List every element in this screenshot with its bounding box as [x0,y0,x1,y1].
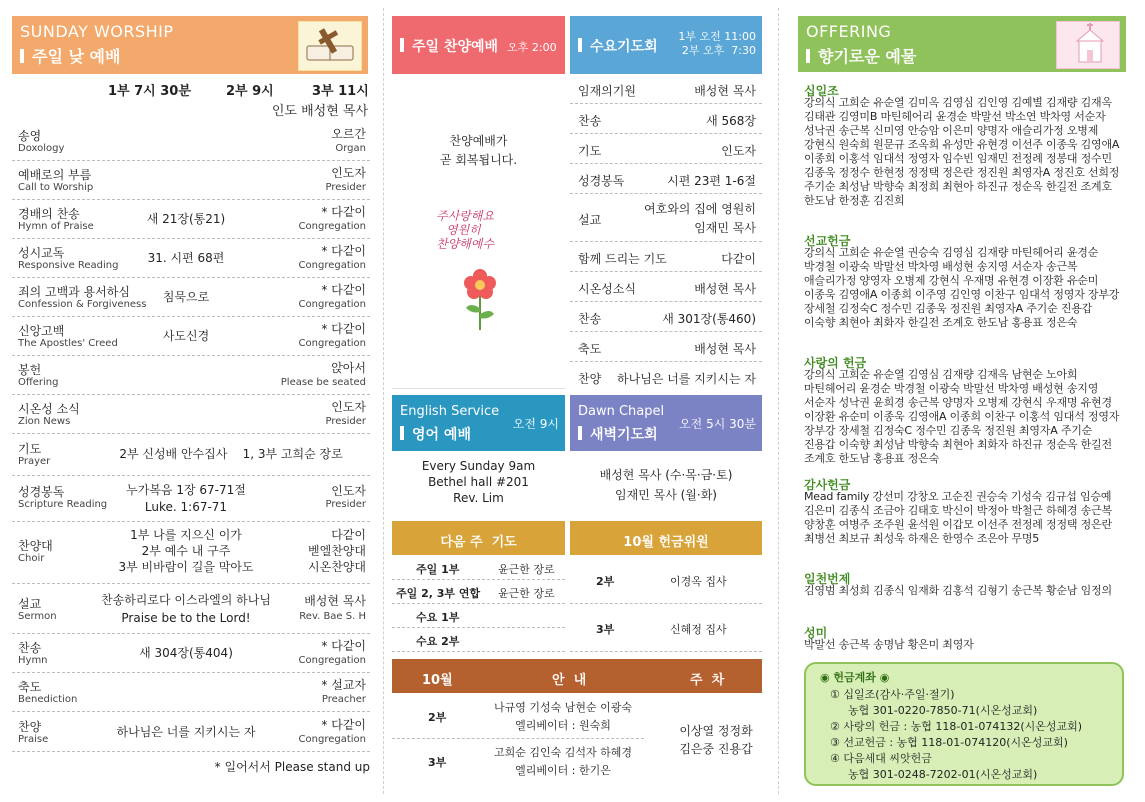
english-service-body [392,458,565,506]
calligraphy-line: 찬양해예수 [436,237,494,251]
calligraphy-text [436,209,526,251]
order-title-en: Prayer [18,456,51,467]
order-role-en: Presider [325,499,366,510]
order-content: 1부 나를 지으신 이가 [130,528,242,542]
wednesday-header [570,16,762,74]
item-value: 임재민 목사 [694,221,756,235]
order-title-en: Doxology [18,143,65,154]
order-title: 시온성 소식 [18,402,80,416]
order-title-en: Praise [18,734,49,745]
guide-month: 10월 [422,673,453,688]
dawn-chapel-body [570,465,762,505]
order-title: 축도 [18,680,42,694]
offering-names: 강의식 고희순 유순열 권승숙 김영심 김재량 마틴헤어리 윤경순 박경철 이광숙 박말선 박차영 배성현 송지영 서순자 송근복 애슬리가정 양영자 오병제 강현식 우재명 유현경 이장환 유순미 이종욱 김영애A 이종희 이주영 김인영 이찬구 임대석 정영자 장부강 장세철 김정숙C 정수민 김종욱 정진원 최영자A 주기순 진용갑 이숙향 최현아 최화자 한길전 조계호 한도남 홍용표 정은숙 [804,246,1120,329]
english-line: Rev. Lim [453,491,504,505]
order-title: 찬송 [18,641,42,655]
dawn-title-ko-wrap [578,424,658,444]
order-role-en: Congregation [298,734,366,745]
offering-names: 강의식 고희순 유순열 김영심 김재량 김재옥 남현순 노아희 마틴헤어리 윤경순 박경철 이광숙 박말선 박차영 배성현 송지영 서순자 성낙권 윤희경 송근복 양명자 오병제 강현식 우재명 유현경 이장환 유순미 이종욱 김영애A 이종희 이찬구 이홍석 임대석 정영자 장부강 장세철 김정숙C 정수민 김종욱 정진원 최영자A 주기순 진용갑 이숙향 최성남 박향숙 최현아 최화자 하진규 정순옥 한길전 조계호 한도남 홍용표 정은숙 [804,368,1120,465]
order-role-en: Congregation [298,655,366,666]
row-label: 수요 1부 [416,611,460,624]
wednesday-list [570,74,762,388]
order-content: 누가복음 1장 67-71절 [126,483,246,497]
guide-header [392,659,762,693]
order-role: * 다같이 [321,205,366,219]
divider [778,8,779,794]
offering-names: 김영범 최성희 김종식 임재화 김홍석 김형기 송근복 황순남 임정의 [804,584,1112,597]
row-label: 2부 [428,711,447,724]
row-value: 신혜정 집사 [670,623,727,636]
offering-names: Mead family 강선미 강창오 고순진 권승숙 기성숙 김규섭 임승예 김은미 김종식 조금아 김태호 박신이 박정아 박철근 하혜경 송근복 양창훈 여병주 조주원 윤석원 이갑모 이선주 전정례 정정택 정은란 최병선 최보규 최성욱 하재은 한영수 조은아 무명5 [804,490,1112,545]
next-prayer-row [392,580,565,604]
wednesday-item [570,302,762,332]
order-role: 다같이 [331,528,366,542]
item-label: 찬송 [578,312,602,326]
dawn-title-ko: 새벽기도회 [590,427,658,443]
item-label: 함께 드리는 기도 [578,252,667,266]
offering-header-ko: 향기로운 예물 [818,47,917,66]
offering-section-title: 성미 [804,626,828,640]
next-prayer-row [392,628,565,652]
order-content: 31. 시편 68편 [147,251,225,265]
bible-cross-image [298,21,362,71]
order-title: 찬양 [18,720,42,734]
header-ko-text: 주일 낮 예배 [32,47,121,66]
offering-names: 박말선 송근복 송명남 황은미 최영자 [804,638,974,651]
order-role: 벧엘찬양대 [308,544,366,558]
order-content: 새 21장(통21) [146,212,226,226]
order-content: Praise be to the Lord! [121,611,251,625]
english-title-ko: 영어 예배 [412,427,471,443]
order-row [12,123,370,161]
order-row [12,318,370,356]
offering-section-title: 선교헌금 [804,234,851,248]
praise-worship-time: 오후 2:00 [507,41,557,54]
order-title: 기도 [18,442,42,456]
bar-icon [578,426,582,440]
order-title-en: Sermon [18,611,57,622]
parking-names [668,722,764,758]
order-row [12,523,370,584]
order-content: Luke. 1:67-71 [144,500,228,514]
offering-section-title: 감사헌금 [804,478,851,492]
item-value: 배성현 목사 [694,342,756,356]
order-title-en: Zion News [18,416,71,427]
order-role-en: Please be seated [280,377,366,388]
account-line: ④ 다음세대 씨앗헌금 [830,752,932,765]
order-role: 배성현 목사 [304,594,366,608]
next-prayer-title: 다음 주 기도 [440,535,517,550]
praise-worship-title: 주일 찬양예배 [412,39,499,55]
english-title-ko-wrap [400,424,471,444]
row-label: 주일 1부 [416,563,460,576]
wednesday-item [570,242,762,272]
english-title-en: English Service [400,404,500,419]
order-title: 찬양대 [18,539,53,553]
parking-line: 이상열 정정화 [679,724,753,738]
wednesday-item [570,164,762,194]
praise-worship-title-wrap [400,36,557,56]
wednesday-item [570,332,762,362]
order-row [12,279,370,317]
account-box [804,662,1124,786]
service-times [8,80,374,98]
order-content: 침묵으로 [162,290,210,304]
dawn-line: 배성현 목사 (수·목·금·토) [599,468,733,482]
english-time: 오전 9시 [512,417,559,431]
item-value: 시편 23편 1-6절 [667,174,756,188]
order-row [12,585,370,634]
order-row [12,240,370,278]
sunday-worship-header [12,16,368,74]
offering-section-title: 사랑의 헌금 [804,356,867,370]
next-prayer-row [392,604,565,628]
item-value: 하나님은 너를 지키시는 자 [617,372,756,386]
bar-icon [578,38,582,52]
order-role-en: Congregation [298,260,366,271]
order-title-en: Call to Worship [18,182,94,193]
offering-committee-row [570,556,762,604]
wednesday-times [678,30,756,58]
account-line: ① 십일조(감사·주일·절기) [830,688,955,701]
item-label: 임재의기원 [578,84,636,98]
stand-up-note: * 일어서서 Please stand up [214,760,370,774]
order-row [12,357,370,395]
notice-line: 찬양예배가 [449,134,508,148]
item-label: 찬송 [578,114,602,128]
order-role: 시온찬양대 [308,560,366,574]
parking-col: 주 차 [690,673,725,688]
order-row [12,713,370,752]
guide-names: 나규영 기성숙 남현순 이광숙 [493,701,632,714]
order-role: * 다같이 [321,244,366,258]
order-title-en: Hymn of Praise [18,221,94,232]
item-value: 인도자 [721,144,756,158]
order-role-en: Congregation [298,338,366,349]
item-value: 다같이 [721,252,756,266]
account-line: ③ 선교헌금 : 농협 118-01-074120(시온성교회) [830,736,1068,749]
service-time-3: 3부 11시 [312,84,369,99]
calligraphy-line: 주사랑해요 [436,209,494,223]
row-value: 윤근한 장로 [498,563,555,576]
order-title-en: The Apostles' Creed [18,338,118,349]
wednesday-title: 수요기도회 [590,39,658,55]
order-title: 경배의 찬송 [18,207,80,221]
order-title: 예배로의 부름 [18,168,92,182]
order-role-en: Presider [325,416,366,427]
order-role-en: Organ [335,143,366,154]
order-title: 송영 [18,129,42,143]
dawn-title-en: Dawn Chapel [578,404,665,419]
sunday-worship-panel [8,0,374,802]
item-label: 축도 [578,342,602,356]
item-label: 찬양 [578,372,602,386]
wednesday-item [570,104,762,134]
order-title-en: Responsive Reading [18,260,119,271]
order-title-en: Benediction [18,694,78,705]
service-time-1: 1부 7시 30분 [108,84,191,99]
order-role: * 설교자 [321,678,366,692]
dawn-chapel-header [570,395,762,451]
item-label: 기도 [578,144,602,158]
order-role: * 다같이 [321,718,366,732]
worship-leader: 인도 배성현 목사 [271,104,368,119]
order-role: 인도자 [331,400,366,414]
order-role-en: Rev. Bae S. H [299,611,366,622]
account-line: 농협 301-0220-7850-71(시온성교회) [848,704,1038,717]
flower-icon [458,264,502,334]
guide-names: 고희순 김인숙 김석자 하혜경 [493,746,632,759]
order-row [12,396,370,434]
order-title: 성경봉독 [18,485,65,499]
row-value: 윤근한 장로 [498,587,555,600]
offering-header [798,16,1126,72]
bar-icon [400,426,404,440]
offering-names: 강의식 고희순 유순열 김미옥 김영심 김인영 김예별 김재량 김재옥 김태관 김영미B 마틴헤어리 윤경순 박말선 박소연 박차영 서순자 성낙권 송근복 신미영 안승암 이은미 양명자 애슬리가정 오병제 강현식 원숙희 원문규 조옥희 유성만 유현경 이선주 이종욱 김영애A 이종희 이홍석 임대석 정영자 임수빈 임재민 전정례 정봉대 정수민 김종욱 정정수 한현정 정정택 정은란 정진원 최영자A 정진호 선희정 주기순 최성남 박향숙 최정희 최현아 하진규 정순옥 한길전 조계호 한도남 한정훈 김진희 [804,96,1120,207]
next-prayer-header [392,521,565,555]
row-label: 2부 [596,575,615,588]
next-prayer-row [392,556,565,580]
wednesday-item [570,362,762,388]
order-row [12,477,370,522]
wednesday-item [570,272,762,302]
header-en: SUNDAY WORSHIP [20,22,174,41]
order-content: 새 304장(통404) [139,646,233,660]
row-value: 이경옥 집사 [670,575,727,588]
order-row [12,162,370,200]
order-title: 죄의 고백과 용서하심 [18,285,130,299]
offering-header-en: OFFERING [806,22,892,41]
order-title-en: Offering [18,377,59,388]
notice-line: 곧 회복됩니다. [439,153,518,167]
offering-panel [794,0,1130,802]
calligraphy-line: 영원히 [446,223,481,237]
offering-committee-row [570,604,762,652]
order-role: * 다같이 [321,639,366,653]
item-label: 설교 [578,213,602,227]
row-label: 3부 [428,756,447,769]
order-role-en: Presider [325,182,366,193]
item-value: 배성현 목사 [694,84,756,98]
guide-row [392,694,644,739]
service-time-2: 2부 9시 [226,84,274,99]
offering-committee-title: 10월 헌금위원 [623,535,709,550]
guide-row [392,739,644,783]
order-row [12,201,370,239]
wednesday-time-2: 2부 오후 7:30 [681,44,756,57]
item-label: 성경봉독 [578,174,625,188]
english-service-header [392,395,565,451]
bar-icon [20,49,24,63]
middle-panel [392,0,762,802]
item-value: 배성현 목사 [694,282,756,296]
praise-worship-header [392,16,565,74]
order-content: 사도신경 [162,329,210,343]
bar-icon [806,49,810,63]
offering-committee-header [570,521,762,555]
row-label: 수요 2부 [416,635,460,648]
english-line: Bethel hall #201 [428,475,529,489]
order-title: 봉헌 [18,363,42,377]
item-label: 시온성소식 [578,282,636,296]
order-title-en: Choir [18,553,45,564]
order-content: 2부 예수 내 구주 [141,544,231,558]
dawn-time: 오전 5시 30분 [679,417,756,431]
order-role: 인도자 [331,484,366,498]
dawn-line: 임재민 목사 (월·화) [615,488,717,502]
order-row [12,635,370,673]
order-content: 하나님은 너를 지키시는 자 [116,725,256,739]
offering-header-ko-wrap [806,44,916,67]
order-content: 찬송하리로다 이스라엘의 하나님 [101,593,271,607]
offering-section-title: 십일조 [804,84,839,98]
item-value: 여호와의 집에 영원히 [644,202,756,216]
order-title-en: Hymn [18,655,48,666]
wednesday-item [570,134,762,164]
item-value: 새 301장(통460) [662,312,756,326]
guide-col: 안 내 [552,673,587,688]
order-role: * 다같이 [321,283,366,297]
wednesday-title-wrap [578,36,658,56]
order-role: * 다같이 [321,322,366,336]
order-role: 인도자 [331,166,366,180]
row-label: 3부 [596,623,615,636]
account-line: ② 사랑의 헌금 : 농협 118-01-074132(시온성교회) [830,720,1083,733]
order-row [12,674,370,712]
order-role-en: Congregation [298,299,366,310]
english-line: Every Sunday 9am [421,459,536,473]
account-line: 농협 301-0248-7202-01(시온성교회) [848,768,1038,781]
account-title: ◉ 헌금계좌 ◉ [820,671,890,684]
order-role: 앉아서 [331,361,366,375]
parking-line: 김은중 진용갑 [679,742,753,756]
divider [383,8,384,794]
guide-elevator: 엘리베이터 : 한기은 [515,764,611,777]
praise-worship-notice [392,132,565,170]
header-ko [20,44,120,67]
order-title: 성시교독 [18,246,65,260]
order-title: 설교 [18,597,42,611]
order-role-en: Congregation [298,221,366,232]
guide-elevator: 엘리베이터 : 원숙희 [515,719,611,732]
praise-worship-body [392,74,565,389]
wednesday-item [570,74,762,104]
order-title-en: Scripture Reading [18,499,108,510]
order-role: 오르간 [331,127,366,141]
bar-icon [400,38,404,52]
church-image [1056,21,1120,69]
row-label: 주일 2, 3부 연합 [396,587,481,600]
order-title-en: Confession & Forgiveness [18,299,147,310]
order-content: 3부 비바람이 길을 막아도 [118,560,254,574]
order-row [12,435,370,476]
order-content: 2부 신성배 안수집사 1, 3부 고희순 장로 [119,447,343,461]
item-value: 새 568장 [706,114,756,128]
order-role-en: Preacher [321,694,366,705]
wednesday-item [570,194,762,242]
offering-section-title: 일천번제 [804,572,851,586]
order-title: 신앙고백 [18,324,65,338]
wednesday-time-1: 1부 오전 11:00 [678,30,756,43]
